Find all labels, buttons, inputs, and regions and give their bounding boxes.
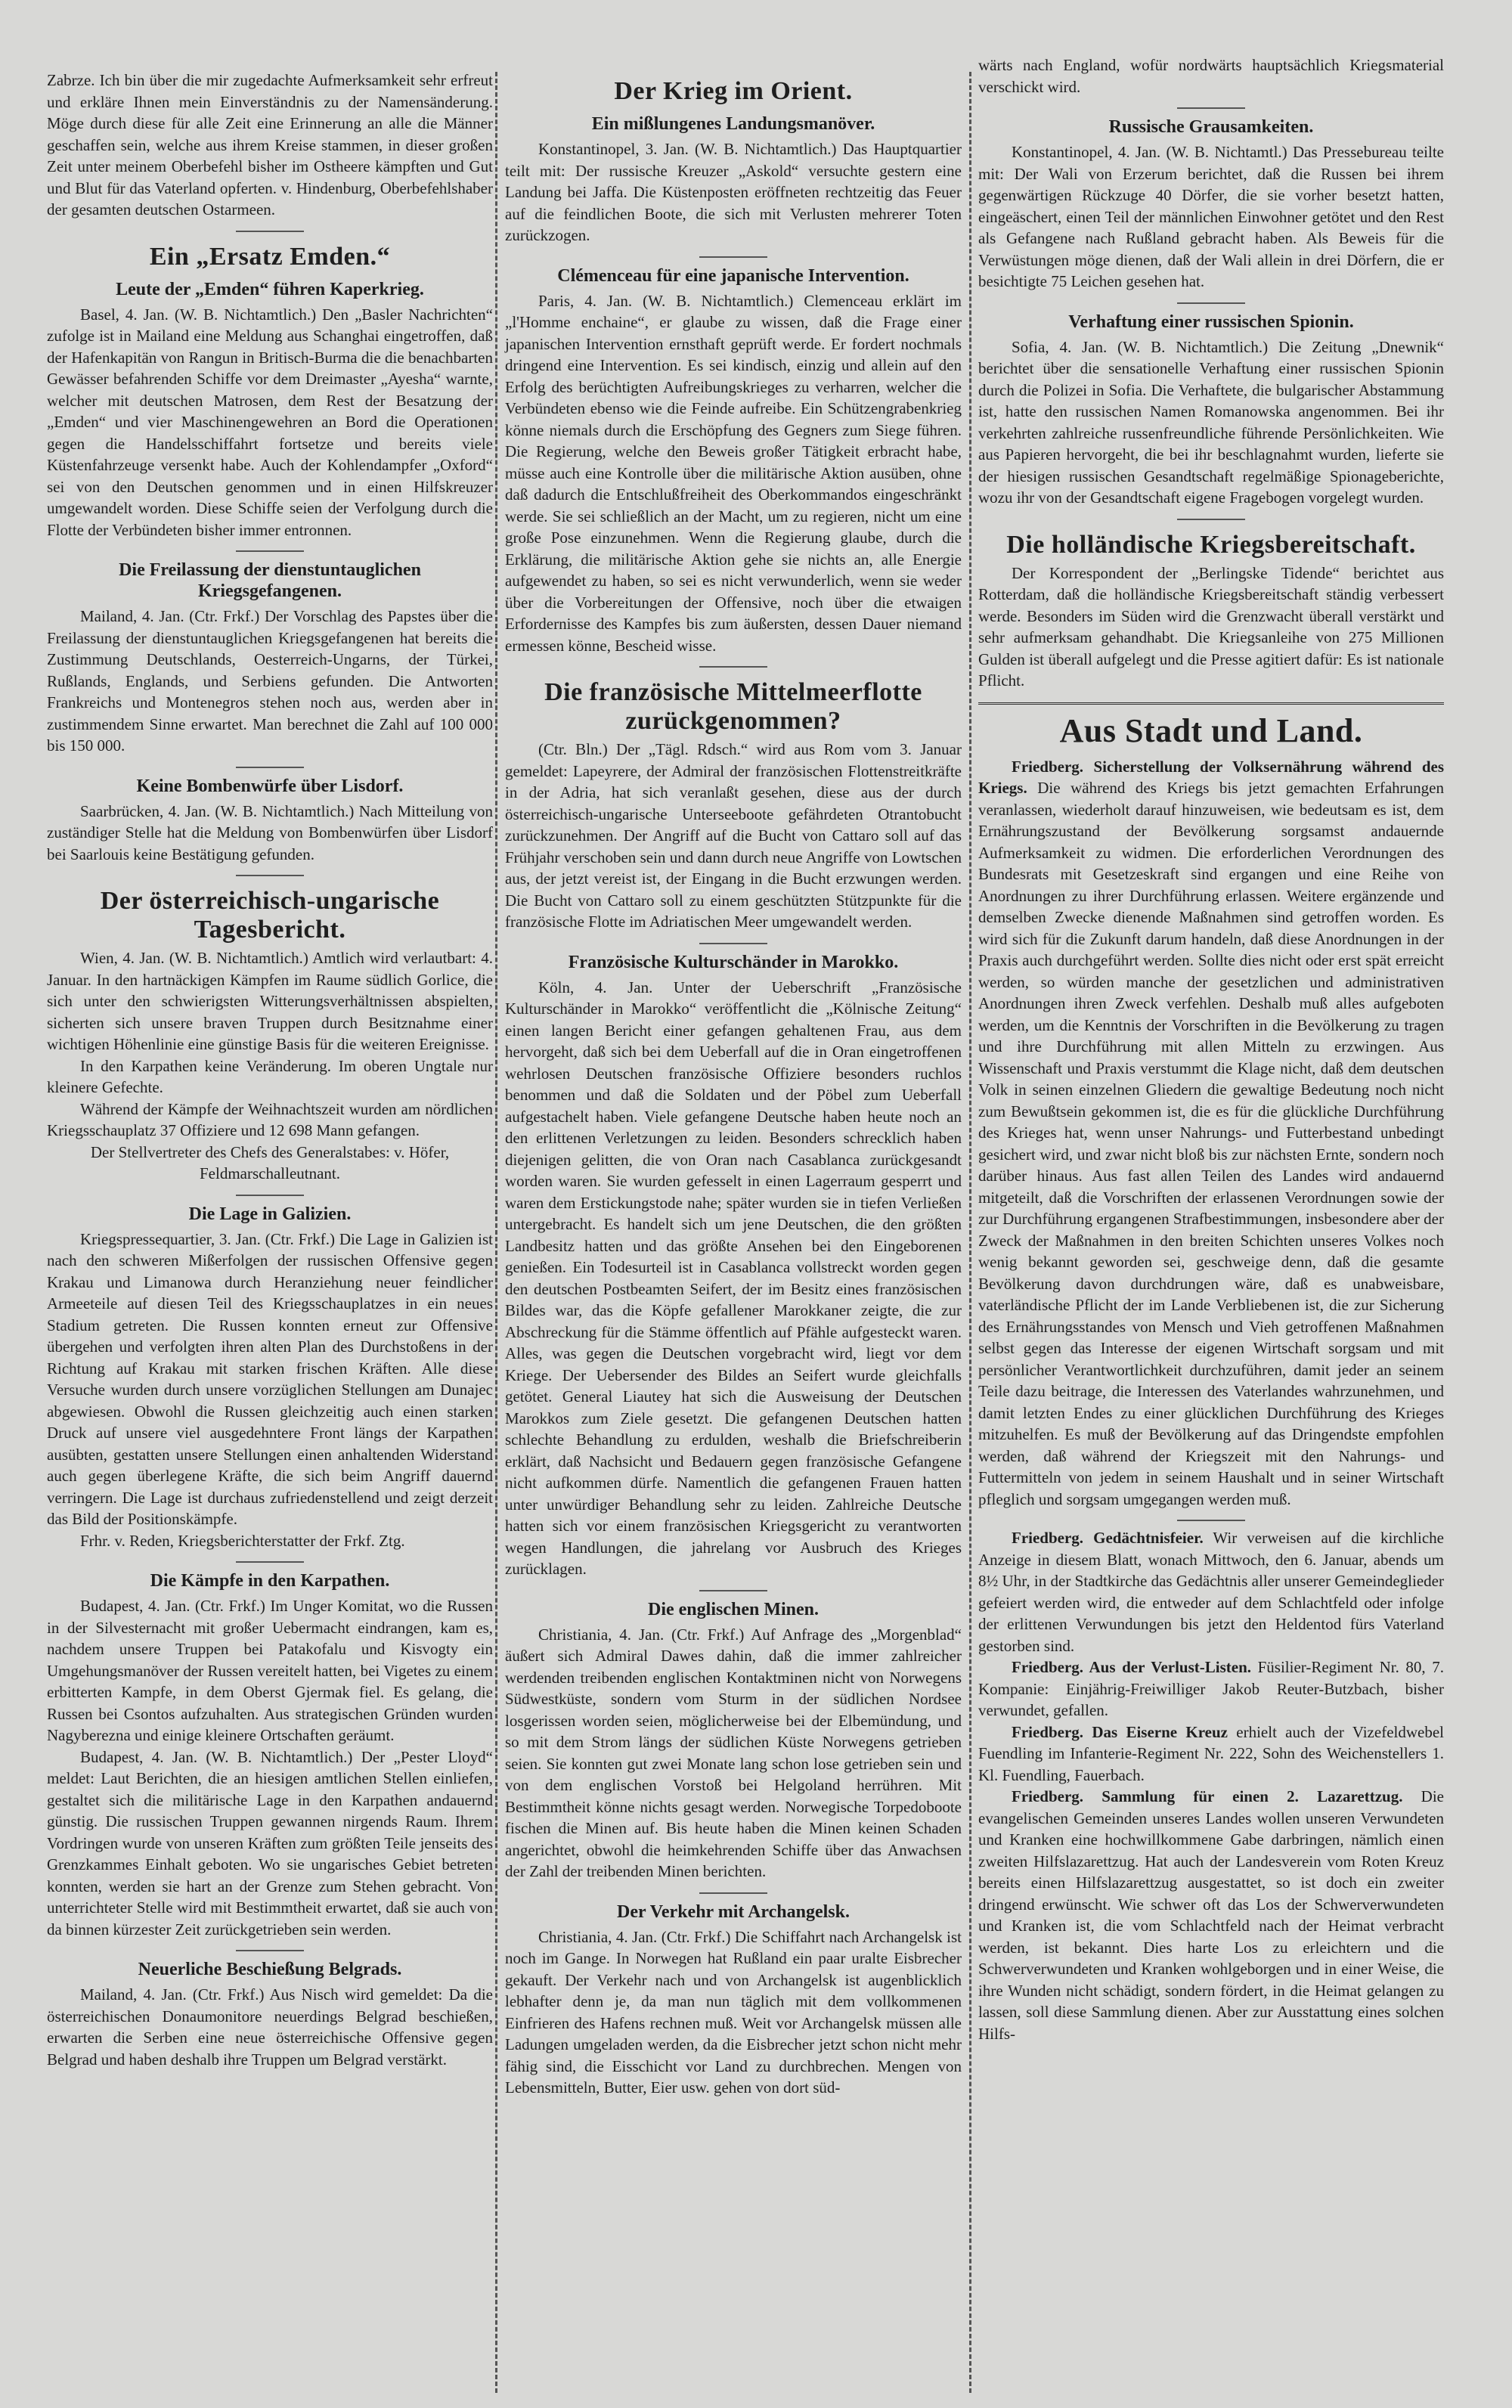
article-subheadline: Die Lage in Galizien. xyxy=(188,1204,352,1224)
article-separator xyxy=(1177,107,1245,109)
article-paragraph: Während der Kämpfe der Weihnachtszeit wurden am nördlichen Kriegsschauplatz 37 Offiziere und 12 698 Mann gefangen. xyxy=(47,1099,493,1139)
paragraph-text: Die evangelischen Gemeinden unseres Landes wollen unseren Verwundeten und Kranken eine hochwillkommene Gabe darbringen, nämlich einen zweiten Hilfslazarettzug. Hat auch der Landesverein vom Roten Kreuz bereits einen Hilfslazarettzug ausgestattet, so ist doch ein zweiter dringend erwünscht. Wie schwer oft das Los der Schwerverwundeten und Kranken ist, die vom Schlachtfeld nach der Heimat verbracht werden, ist bekannt. Dies harte Los zu erleichtern und die Schwerverwundeten und Kranken wohlgeborgen und in einer Weise, die ihre Wunden nicht schädigt, sondern fördert, in die Heimat gelangen zu lassen, soll diese Sammlung dienen. Aber zur Ausstattung eines solchen Hilfs- xyxy=(978,1787,1444,2043)
article-subheadline: Die englischen Minen. xyxy=(648,1599,819,1619)
paragraph-lead: Friedberg. Sicherstellung der Volksernährung während des Kriegs. xyxy=(978,757,1444,797)
article-subheadline: Verhaftung einer russischen Spionin. xyxy=(1068,311,1354,332)
article-separator xyxy=(699,943,767,944)
article-separator xyxy=(699,1892,767,1894)
article-paragraph: Zabrze. Ich bin über die mir zugedachte Aufmerksamkeit sehr erfreut und erkläre Ihnen mein Einverständnis zu der Namensänderung. Möge durch diese für alle Zeit eine Erinnerung an alle die Männer geschaffen sein, welche aus ihrem Kreise stammen, in dieser großen Zeit unter meinem Oberbefehl bisher im Ostheere kämpften und Gut und Blut für das Vaterland opferten. v. Hindenburg, Oberbefehlshaber der gesamten deutschen Ostarmeen. xyxy=(47,71,493,218)
article-paragraph: Budapest, 4. Jan. (W. B. Nichtamtlich.) Der „Pester Lloyd“ meldet: Laut Berichten, die an hiesigen amtlichen Stellen einliefen, gestaltet sich die militärische Lage in den Karpathen andauernd günstig. Die russischen Truppen gewannen nirgends Raum. Ihrem Vordringen wurde von unseren Kräften zum größten Teile jenseits des Grenzkammes Einhalt geboten. Wo sie ungarisches Gebiet betreten konnten, werden sie hart an der Grenze zum Stehen gebracht. Von unterrichteter Stelle wird mit Bestimmtheit erwartet, daß sie auch von da binnen kürzester Zeit zurückgetrieben sein werden. xyxy=(47,1747,493,1938)
article-separator xyxy=(699,1590,767,1591)
article-paragraph xyxy=(978,1527,1444,1656)
article-paragraph xyxy=(978,1656,1444,1722)
article-subheadline: Keine Bombenwürfe über Lisdorf. xyxy=(136,776,404,796)
article-separator xyxy=(236,1195,304,1196)
article-paragraph: Konstantinopel, 4. Jan. (W. B. Nichtamtl.) Das Pressebureau teilte mit: Der Wali von Erzerum berichtet, daß die Russen bei ihrem gegenwärtigen Rückzuge 40 Dörfer, die sie vorher besetzt hatten, eingeäschert, einen Teil der männlichen Einwohner getötet und den Rest als Gefangene nach Rußland gebracht haben. Als Beweis für die Verwüstungen möge dienen, daß der Wali allein in drei Dörfern, die er besichtigte 75 Leichen gesehen hat. xyxy=(978,143,1444,290)
article-separator xyxy=(236,767,304,768)
article-separator xyxy=(978,702,1444,705)
article-paragraph: Frhr. v. Reden, Kriegsberichterstatter der Frkf. Ztg. xyxy=(80,1531,405,1550)
article-headline: Aus Stadt und Land. xyxy=(1059,711,1363,749)
article-paragraph: Der Stellvertreter des Chefs des Generalstabes: v. Höfer, Feldmarschalleutnant. xyxy=(90,1142,450,1182)
article-subheadline: Ein mißlungenes Landungsmanöver. xyxy=(591,114,875,134)
article-subheadline: Leute der „Emden“ führen Kaperkrieg. xyxy=(116,279,424,299)
article-separator xyxy=(699,666,767,668)
article-headline: Der österreichisch-ungarische Tagesbericht. xyxy=(100,887,440,944)
article-paragraph: Wien, 4. Jan. (W. B. Nichtamtlich.) Amtlich wird verlautbart: 4. Januar. In den hartnäckigen Kämpfen im Raume südlich Gorlice, die sich unter den schwierigsten Witterungsverhältnissen abspielten, sicherten sich unsere braven Truppen durch Besitznahme einer wichtigen Höhenlinie eine günstige Basis für die weiteren Ereignisse. xyxy=(47,949,493,1053)
article-separator xyxy=(236,231,304,232)
article-separator xyxy=(1177,302,1245,304)
newspaper-column-3 xyxy=(978,54,1444,2044)
article-headline: Der Krieg im Orient. xyxy=(614,77,853,105)
article-paragraph: Sofia, 4. Jan. (W. B. Nichtamtlich.) Die Zeitung „Dnewnik“ berichtet über die sensationelle Verhaftung einer russischen Spionin durch die Polizei in Sofia. Die Verhaftete, die bulgarischer Abstammung ist, hatte den russischen Namen Romanowska angenommen. Bei ihr verkehrten zahlreiche russenfreundliche führende Persönlichkeiten. Wie aus Papieren hervorgeht, die bei ihr beschlagnahmt wurden, lieferte sie der hiesigen russischen Gesandtschaft regelmäßige Spionageberichte, wozu ihr von der Gesandtschaft eigene Fragebogen vorgelegt wurden. xyxy=(978,337,1444,507)
article-paragraph: Paris, 4. Jan. (W. B. Nichtamtlich.) Clemenceau erklärt im „l'Homme enchaine“, er glaube zu wissen, daß die Frage einer japanischen Intervention ernsthaft geprüft werde. Er fordert nochmals dringend eine Intervention. Es sei kindisch, einzig und allein auf den Erfolg des berüchtigten Aufreibungskrieges zu verharren, welcher die Verbündeten ebenso wie die Feinde aufreibe. Ein Schützengrabenkrieg könne niemals durch die Erschöpfung des Gegners zum Siege führen. Die Regierung, welche den Beweis großer Tätigkeit erbracht habe, müsse auch eine Kontrolle über die militärische Aktion ausüben, ohne daß dadurch die Entschlußfreiheit des Oberkommandos eingeschränkt werde. Sie sei schließlich an der Macht, um zu regieren, nicht um eine große Pose einzunehmen. Wenn die Regierung glaube, durch die Erklärung, die militärische Aktion gehe sie nichts an, alle Energie aufgewendet zu haben, so sei es nicht verwunderlich, wenn sie weder über die Vorbereitungen der Offensive, noch über die etwaigen Erfordernisse des Kampfes bis zum äußersten, dessen Dauer niemand ermessen könne, Bescheid wisse. xyxy=(505,291,962,655)
article-separator xyxy=(1177,1520,1245,1521)
article-paragraph: Der Korrespondent der „Berlingske Tidende“ berichtet aus Rotterdam, daß die holländische Kriegsbereitschaft ständig verbessert werde. Besonders im Süden wird die Grenzwacht überall verstärkt und sehr aufmerksam gehandhabt. Die Kriegsanleihe von 275 Millionen Gulden ist überall aufgelegt und die Presse agitiert dafür: Es ist nationale Pflicht. xyxy=(978,563,1444,690)
article-paragraph: (Ctr. Bln.) Der „Tägl. Rdsch.“ wird aus Rom vom 3. Januar gemeldet: Lapeyrere, der Admiral der französischen Flottenstreitkräfte in der Adria, hat sich veranlaßt gesehen, diese aus der durch österreichisch-ungarische Unterseeboote gefährdeten Otrantobucht zurückzunehmen. Der Angriff auf die Bucht von Cattaro soll auf das Frühjahr verschoben sein und dann durch neue Angriffe von Lowtschen aus, der jetzt vereist ist, der Eingang in die Bucht erzwungen werden. Die Bucht von Cattaro soll zu einem geschützten Stützpunkte für die französische Flotte im Adriatischen Meer umgewandelt werden. xyxy=(505,740,962,931)
article-paragraph: Budapest, 4. Jan. (Ctr. Frkf.) Im Unger Komitat, wo die Russen in der Silvesternacht mit großer Uebermacht eindrangen, kam es, nachdem unsere Truppen bei Patakofalu und Kisvogty ein Umgehungsmanöver der Russen vereitelt hatten, bei Vigetes zu einem erbitterten Kampfe, in dem Oberst Gjermak fiel. Es gelang, die Russen bei Csontos aufzuhalten. Aus strategischen Gründen wurden Nagyberezna und einige kleinere Ortschaften geräumt. xyxy=(47,1597,493,1744)
article-paragraph: Mailand, 4. Jan. (Ctr. Frkf.) Aus Nisch wird gemeldet: Da die österreichischen Donaumonitore neuerdings Belgrad beschießen, erwarten die Serben eine neue österreichische Offensive gegen Belgrad und haben deshalb ihre Truppen um Belgrad verstärkt. xyxy=(47,1985,493,2069)
article-separator xyxy=(1177,519,1245,520)
article-paragraph: Mailand, 4. Jan. (Ctr. Frkf.) Der Vorschlag des Papstes über die Freilassung der dienstuntauglichen Kriegsgefangenen hat bereits die Zustimmung Deutschlands, Oesterreich-Ungarns, der Türkei, Rußlands, Englands, und Serbiens gefunden. Die Antworten Frankreichs und Montenegros stehen noch aus, werden aber in zustimmendem Sinne erwartet. Man berechnet die Zahl auf 100 000 bis 150 000. xyxy=(47,607,493,755)
paragraph-text: Wir verweisen auf die kirchliche Anzeige in diesem Blatt, wonach Mittwoch, den 6. Januar, abends um 8½ Uhr, in der Stadtkirche das Gedächtnis aller unserer Gemeindeglieder gefeiert werden wird, die entweder auf dem Schlachtfeld oder infolge der erlittenen Verwundungen bis jetzt den Heldentod fürs Vaterland gestorben sind. xyxy=(978,1529,1444,1655)
column-divider xyxy=(495,72,497,2393)
article-subheadline: Neuerliche Beschießung Belgrads. xyxy=(138,1960,402,1979)
article-subheadline: Französische Kulturschänder in Marokko. xyxy=(568,952,899,972)
article-paragraph: In den Karpathen keine Veränderung. Im oberen Ungtale nur kleinere Gefechte. xyxy=(47,1056,493,1096)
article-paragraph: Christiania, 4. Jan. (Ctr. Frkf.) Auf Anfrage des „Morgenblad“ äußert sich Admiral Dawes dahin, daß die immer zahlreicher werdenden treibenden englischen Kontaktminen nicht von Norwegens Südwestküste, sondern vom Sturm in der südlichen Nordsee losgerissen worden seien, möglicherweise bei der Elbemündung, und so mit dem Strom längs der südlichen Küste Norwegens getrieben seien. Sie konnten gut zwei Monate lang schon lose getrieben sein und von dem englischen Vorstoß bei Helgoland herrühren. Mit Bestimmtheit könne nichts gesagt werden. Norwegische Torpedoboote fischen die Minen auf. Bis heute haben die Minen keinen Schaden angerichtet, obwohl die heimkehrenden Schiffe über das Anwachsen der Zahl der treibenden Minen berichten. xyxy=(505,1625,962,1880)
article-separator xyxy=(236,1561,304,1563)
article-subheadline: Die Kämpfe in den Karpathen. xyxy=(150,1571,390,1591)
article-separator xyxy=(236,1950,304,1951)
column-divider xyxy=(969,72,971,2393)
article-paragraph: Christiania, 4. Jan. (Ctr. Frkf.) Die Schiffahrt nach Archangelsk ist noch im Gange. In Norwegen hat Rußland ein paar uralte Eisbrecher gekauft. Der Verkehr nach und von Archangelsk ist augenblicklich lebhafter denn je, da man nun täglich mit dem vollkommenen Einfrieren des Hafens rechnen muß. Weit vor Archangelsk müssen alle Ladungen umgeladen werden, da die Eisbrecher jetzt schon nicht mehr fähig sind, die Eisschicht vor Land zu durchbrechen. Mengen von Lebensmitteln, Butter, Eier usw. gehen von dort süd- xyxy=(505,1927,962,2097)
article-paragraph xyxy=(978,1722,1444,1787)
newspaper-column-2 xyxy=(505,67,962,2099)
newspaper-column-1 xyxy=(47,70,493,2070)
article-subheadline: Die Freilassung der dienstuntauglichen Kriegsgefangenen. xyxy=(119,560,421,601)
article-separator xyxy=(236,875,304,876)
article-headline: Die holländische Kriegsbereitschaft. xyxy=(1006,530,1416,559)
article-subheadline: Clémenceau für eine japanische Intervention. xyxy=(557,265,909,286)
paragraph-lead: Friedberg. Gedächtnisfeier. xyxy=(1012,1529,1204,1547)
article-headline: Die französische Mittelmeerflotte zurückgenommen? xyxy=(544,678,922,735)
paragraph-text: Füsilier-Regiment Nr. 80, 7. Kompanie: Einjährig-Freiwilliger Jakob Reuter-Butzbach, bisher verwundet, gefallen. xyxy=(978,1658,1444,1719)
paragraph-lead: Friedberg. Sammlung für einen 2. Lazarettzug. xyxy=(1012,1787,1403,1805)
article-paragraph xyxy=(978,1786,1444,2044)
article-paragraph: wärts nach England, wofür nordwärts hauptsächlich Kriegsmaterial verschickt wird. xyxy=(978,56,1444,96)
paragraph-text: erhielt auch der Vizefeldwebel Fuendling im Infanterie-Regiment Nr. 222, Sohn des Weichenstellers 1. Kl. Fuendling, Fauerbach. xyxy=(978,1722,1444,1784)
article-subheadline: Russische Grausamkeiten. xyxy=(1108,117,1314,137)
article-paragraph: Basel, 4. Jan. (W. B. Nichtamtlich.) Den „Basler Nachrichten“ zufolge ist in Mailand eine Meldung aus Schanghai eingetroffen, daß der Hafenkapitän von Rangun in Britisch-Burma die die benachbarten Gewässer befahrenden Schiffe vor dem Dreimaster „Ayesha“ warnte, welcher mit deutschen Matrosen, dem Rest der Besatzung der „Emden“ und vier Maschinengewehren an Bord die Operationen gegen die Handelsschiffahrt fortsetze und bereits viele Küstenfahrzeuge versenkt habe. Auch der Kohlendampfer „Oxford“ sei von den Deutschen genommen und in einen Hilfskreuzer umgewandelt worden. Diese Schiffe seien der Verfolgung durch die Flotte der Verbündeten bisher immer entronnen. xyxy=(47,305,493,539)
article-paragraph: Köln, 4. Jan. Unter der Ueberschrift „Französische Kulturschänder in Marokko“ veröffentlicht die „Kölnische Zeitung“ einen langen Bericht einer gefangen gehaltenen Frau, aus dem hervorgeht, daß sich bei dem Ueberfall auf die in Oran eingetroffenen wehrlosen Deutschen französische Offiziere besonders ruchlos benommen und daß die Soldaten und der Pöbel zum Ueberfall aufgestachelt haben. Viele gefangene Deutsche haben heute noch an den erlittenen Verletzungen zu leiden. Besonders schrecklich haben diejenigen gelitten, die von Oran nach Casablanca zurückgesandt worden waren. Sie wurden gefesselt in einen Lagerraum gesperrt und waren dem Erstickungstode nahe; später wurden sie in tiefen Verließen untergebracht. Es handelt sich um jene Deutschen, die den größten Landbesitz hatten und das größte Ansehen bei den Eingeborenen genießen. Ein Todesurteil ist in Casablanca vollstreckt worden gegen den deutschen Postbeamten Seifert, der im Besitz eines französischen Bildes war, das die Köpfe gefallener Marokkaner zeigte, die zur Abschreckung für die Stämme öffentlich auf Pfähle aufgesteckt waren. Alles, was gegen die Deutschen vorgebracht wird, liegt vor dem Kriege. Der Uebersender des Bildes an Seifert wurde gleichfalls getötet. General Liautey hat sich die Ausweisung der Deutschen Marokkos zum Ziele gesetzt. Die gefangenen Deutschen hatten schlechte Behandlung zu erdulden, weshalb die Briefschreiberin erklärt, daß Nachsicht und Bedauern gegen französische Gefangene nicht aufkommen dürfe. Namentlich die gefangenen Frauen hatten unter unwürdiger Behandlung sehr zu leiden. Zahlreiche Deutsche hatten sich vor einem französischen Kriegsgericht zu verantworten wegen Handlungen, die jahrelang vor Ausbruch des Krieges zurücklagen. xyxy=(505,978,962,1578)
article-subheadline: Der Verkehr mit Archangelsk. xyxy=(616,1901,850,1922)
article-paragraph xyxy=(978,756,1444,1511)
article-paragraph: Kriegspressequartier, 3. Jan. (Ctr. Frkf.) Die Lage in Galizien ist nach den schweren Mißerfolgen der russischen Offensive gegen Krakau und Limanowa durch Heranziehung neuer feindlicher Armeeteile auf diesen Teil des Kriegsschauplatzes in ein neues Stadium getreten. Die Russen konnten erneut zur Offensive übergehen und verfolgten ihren alten Plan des Durchstoßens in der Richtung auf Krakau mit starken frischen Kräften. Alle diese Versuche wurden durch unsere vorzüglichen Stellungen am Dunajec abgewiesen. Obwohl die Russen gleichzeitig auch einen starken Druck auf unsere viel ausgedehntere Front längs der Karpathen ausübten, gestatten unsere Stellungen einen anhaltenden Widerstand auch gegen überlegene Kräfte, die sich beim Angriff dauernd verringern. Die Lage ist durchaus zufriedenstellend und zeigt derzeit das Bild der Positionskämpfe. xyxy=(47,1229,493,1528)
paragraph-text: Die während des Kriegs bis jetzt gemachten Erfahrungen veranlassen, wiederholt darauf hinzuweisen, wie bedeutsam es ist, dem Ernährungszustand der Bevölkerung sorgsamst andauernde Aufmerksamkeit zu widmen. Die erforderlichen Verordnungen des Bundesrats mit Gesetzeskraft sind ergangen und eine Reihe von Anordnungen zu ihrer Durchführung erlassen. Weitere ergänzende und demselben Zwecke dienende Maßnahmen sind getroffen worden. Es wird sich für die Zukunft darum handeln, daß diese Anordnungen in der Praxis auch durchgeführt werden. Sollte dies nicht oder erst spät erreicht werden, so würden manche der gesetzlichen und administrativen Anordnungen ihren Zweck verfehlen. Deshalb muß alles aufgeboten werden, um die Kenntnis der Vorschriften in die Bevölkerung zu tragen und ihre Durchführung mit allen Mitteln zu erzwingen. Aus Wissenschaft und Praxis verstummt die Klage nicht, daß dem deutschen Volk in seinen einzelnen Gliedern die gewaltige Bedeutung noch nicht zum Bewußtsein gekommen ist, die es für die glückliche Durchführung des Krieges hat, wenn unser Nahrungs- und Futterbestand unbedingt gesichert wird, und zwar nicht bloß bis zur nächsten Ernte, sondern noch darüber hinaus. Aus fast allen Teilen des Landes wird andauernd mitgeteilt, daß die Vorschriften der erlassenen Verordnungen sowie der zur Durchführung ergangenen Strafbestimmungen, insbesondere aber der Zweck der Maßnahmen in den breiten Schichten unseres Volkes noch wenig bekannt geworden sei, geschweige denn, daß die gesamte Bevölkerung davon durchdrungen wäre, daß es unabweisbare, vaterländische Pflicht der im Lande Verbliebenen ist, die zur Sicherung des Ernährungsstandes von Mensch und Vieh getroffenen Maßnahmen selbst gegen das Interesse der eigenen Wirtschaft sorgsam und mit persönlicher Verantwortlichkeit durchzuführen, damit jeder an seinem Teile dazu beitrage, die Interessen des Vaterlandes wahrzunehmen, und damit letzten Endes zu einer glücklichen Durchführung des Krieges mitzuhelfen. Es muß der Bevölkerung auf das Dringendste empfohlen werden, daß während der Kriegszeit mit den Nahrungs- und Futtermitteln von jedem in seinem Haushalt und in seiner Wirtschaft pfleglich und sorgsam umgegangen werden muß. xyxy=(978,779,1444,1508)
article-separator xyxy=(236,550,304,552)
paragraph-lead: Friedberg. Das Eiserne Kreuz xyxy=(1012,1722,1228,1741)
article-paragraph: Saarbrücken, 4. Jan. (W. B. Nichtamtlich.) Nach Mitteilung von zuständiger Stelle hat die Meldung von Bombenwürfen über Lisdorf bei Saarlouis keine Bestätigung gefunden. xyxy=(47,801,493,863)
article-headline: Ein „Ersatz Emden.“ xyxy=(149,242,391,271)
article-paragraph: Konstantinopel, 3. Jan. (W. B. Nichtamtlich.) Das Hauptquartier teilt mit: Der russische Kreuzer „Askold“ versuchte gestern eine Landung bei Jaffa. Die Küstenposten eröffneten rechtzeitig das Feuer auf die feindlichen Boote, die sich mit Verlusten mehrerer Toten zurückzogen. xyxy=(505,140,962,244)
paragraph-lead: Friedberg. Aus der Verlust-Listen. xyxy=(1012,1658,1252,1676)
article-separator xyxy=(699,256,767,258)
